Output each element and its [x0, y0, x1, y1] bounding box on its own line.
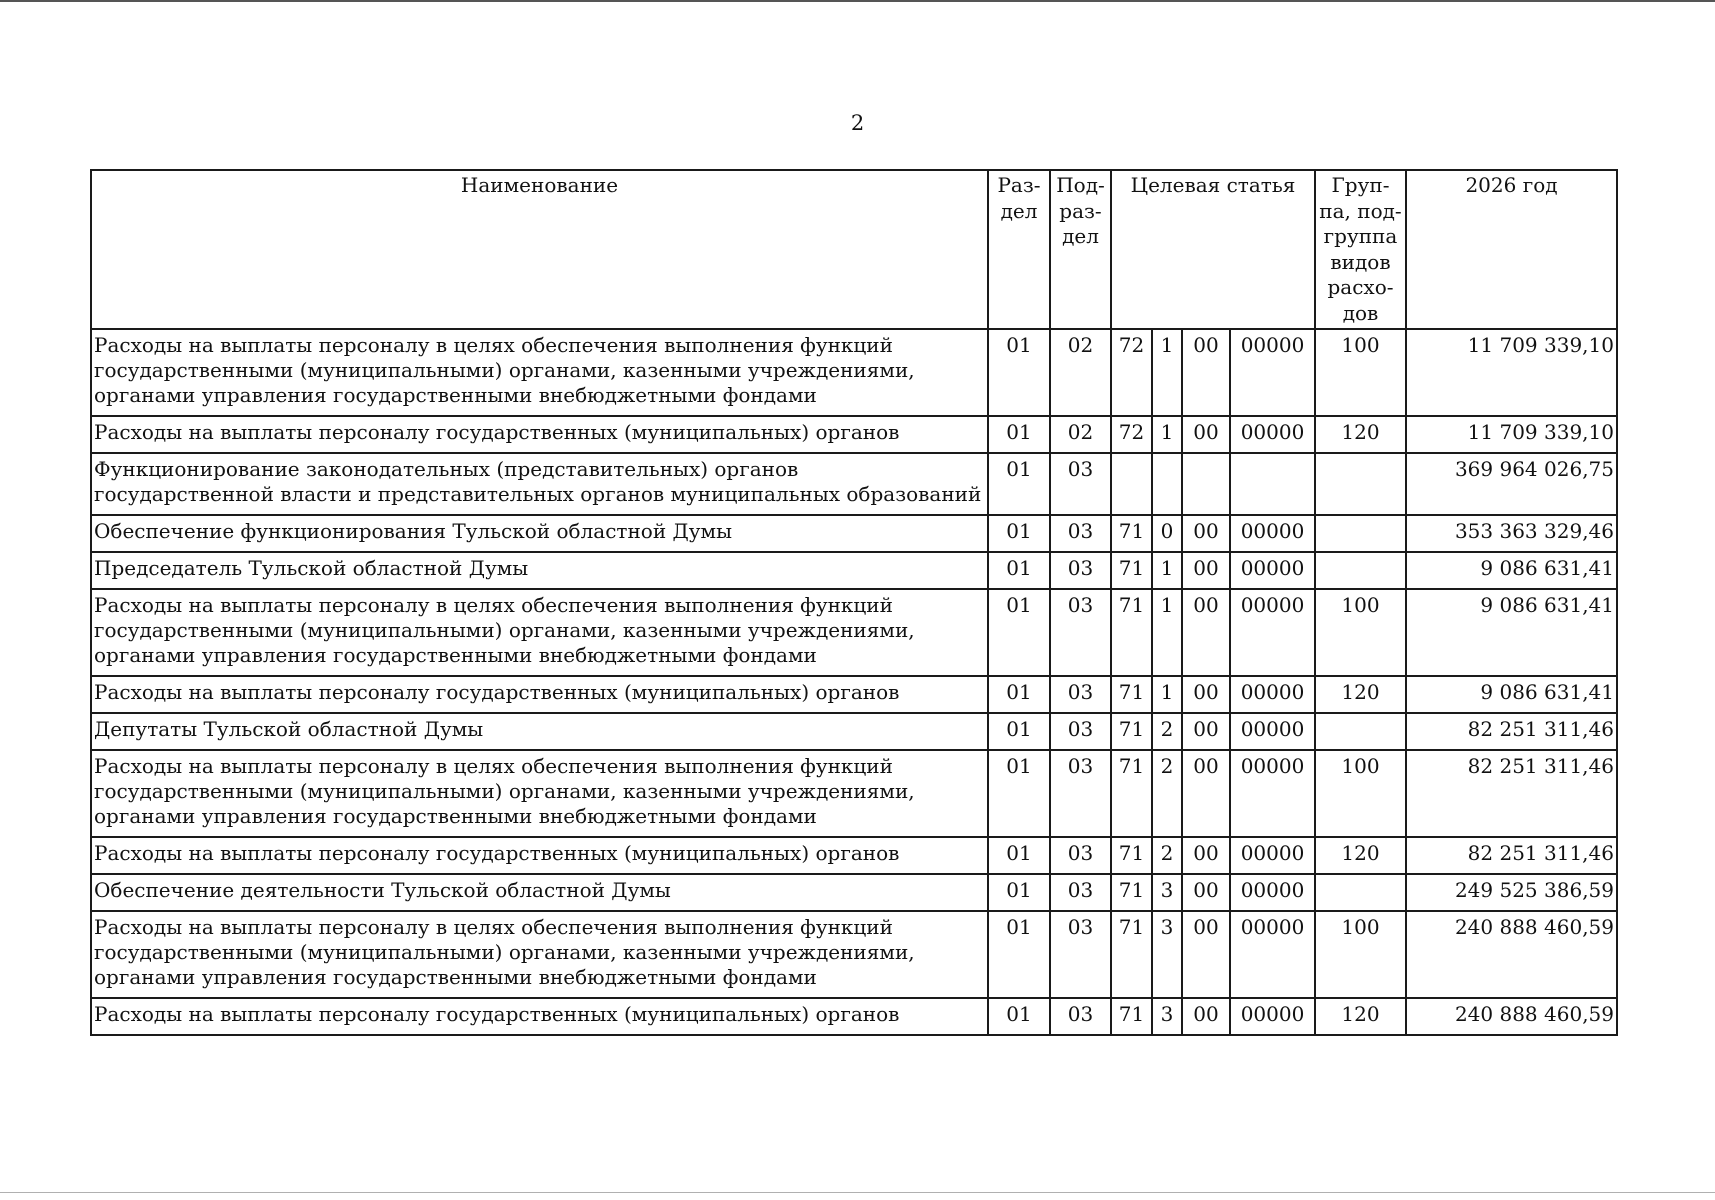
row-subsection: 03 [1050, 552, 1111, 589]
row-target-article-subprogram: 3 [1152, 998, 1182, 1035]
header-expense-group [1315, 170, 1406, 329]
header-subsection-line: дел [1062, 224, 1099, 248]
row-expense-group [1315, 515, 1406, 552]
row-target-article-subprogram [1152, 453, 1182, 515]
row-target-article-main-event: 00 [1182, 750, 1230, 837]
row-target-article-main-event: 00 [1182, 874, 1230, 911]
row-section: 01 [988, 453, 1050, 515]
table-row [91, 911, 1617, 998]
row-expense-group [1315, 552, 1406, 589]
header-name: Наименование [91, 170, 988, 329]
table-row [91, 416, 1617, 453]
row-target-article-subprogram: 1 [1152, 589, 1182, 676]
row-target-article-main-event: 00 [1182, 676, 1230, 713]
row-name: Расходы на выплаты персоналу государственных (муниципальных) органов [91, 837, 988, 874]
row-target-article-direction: 00000 [1230, 552, 1315, 589]
row-target-article-program: 71 [1111, 874, 1152, 911]
row-target-article-main-event: 00 [1182, 416, 1230, 453]
row-name: Расходы на выплаты персоналу в целях обеспечения выполнения функций государственными (муниципальными) органами, казенными учреждениями, органами управления государственными внебюджетными фондами [91, 750, 988, 837]
row-expense-group: 120 [1315, 837, 1406, 874]
row-amount: 240 888 460,59 [1406, 911, 1617, 998]
row-expense-group: 120 [1315, 416, 1406, 453]
table-row [91, 837, 1617, 874]
table-row [91, 676, 1617, 713]
header-subsection-line: Под- [1056, 173, 1105, 197]
row-target-article-direction [1230, 453, 1315, 515]
row-section: 01 [988, 911, 1050, 998]
row-section: 01 [988, 416, 1050, 453]
row-section: 01 [988, 589, 1050, 676]
row-amount: 353 363 329,46 [1406, 515, 1617, 552]
row-target-article-direction: 00000 [1230, 750, 1315, 837]
row-target-article-program: 71 [1111, 515, 1152, 552]
row-section: 01 [988, 837, 1050, 874]
row-target-article-direction: 00000 [1230, 416, 1315, 453]
row-target-article-direction: 00000 [1230, 515, 1315, 552]
header-expense-group-line: группа [1323, 224, 1398, 248]
row-amount: 249 525 386,59 [1406, 874, 1617, 911]
row-section: 01 [988, 998, 1050, 1035]
row-target-article-program: 71 [1111, 911, 1152, 998]
row-section: 01 [988, 552, 1050, 589]
row-target-article-program [1111, 453, 1152, 515]
row-name: Депутаты Тульской областной Думы [91, 713, 988, 750]
row-target-article-program: 71 [1111, 837, 1152, 874]
header-expense-group-line: видов [1330, 249, 1391, 274]
table-row [91, 453, 1617, 515]
row-expense-group: 100 [1315, 329, 1406, 416]
row-target-article-program: 71 [1111, 676, 1152, 713]
row-target-article-main-event: 00 [1182, 515, 1230, 552]
row-section: 01 [988, 874, 1050, 911]
page-number: 2 [850, 111, 865, 135]
table-body [91, 329, 1617, 1035]
row-amount: 82 251 311,46 [1406, 750, 1617, 837]
row-name: Расходы на выплаты персоналу в целях обеспечения выполнения функций государственными (муниципальными) органами, казенными учреждениями, органами управления государственными внебюджетными фондами [91, 911, 988, 998]
header-target-article: Целевая статья [1111, 170, 1315, 329]
row-target-article-subprogram: 0 [1152, 515, 1182, 552]
row-target-article-direction: 00000 [1230, 911, 1315, 998]
row-amount: 82 251 311,46 [1406, 837, 1617, 874]
row-target-article-subprogram: 2 [1152, 837, 1182, 874]
row-target-article-subprogram: 3 [1152, 874, 1182, 911]
row-section: 01 [988, 676, 1050, 713]
row-subsection: 03 [1050, 713, 1111, 750]
row-amount: 9 086 631,41 [1406, 676, 1617, 713]
header-year: 2026 год [1406, 170, 1617, 329]
scan-edge-bottom [0, 1192, 1715, 1193]
row-target-article-subprogram: 2 [1152, 750, 1182, 837]
row-amount: 82 251 311,46 [1406, 713, 1617, 750]
row-target-article-program: 71 [1111, 552, 1152, 589]
table-row [91, 874, 1617, 911]
row-subsection: 03 [1050, 750, 1111, 837]
row-target-article-program: 71 [1111, 750, 1152, 837]
header-section [988, 170, 1050, 329]
row-target-article-main-event: 00 [1182, 837, 1230, 874]
row-section: 01 [988, 750, 1050, 837]
header-expense-group-line: расхо- [1327, 275, 1394, 299]
row-target-article-direction: 00000 [1230, 589, 1315, 676]
row-target-article-direction: 00000 [1230, 713, 1315, 750]
row-target-article-direction: 00000 [1230, 329, 1315, 416]
row-target-article-main-event: 00 [1182, 552, 1230, 589]
row-expense-group [1315, 874, 1406, 911]
table-row [91, 713, 1617, 750]
table-row [91, 998, 1617, 1035]
row-amount: 11 709 339,10 [1406, 416, 1617, 453]
table-row [91, 329, 1617, 416]
table-header-row [91, 170, 1617, 329]
row-target-article-program: 71 [1111, 589, 1152, 676]
row-expense-group: 100 [1315, 589, 1406, 676]
row-target-article-subprogram: 1 [1152, 416, 1182, 453]
row-target-article-program: 72 [1111, 329, 1152, 416]
row-name: Расходы на выплаты персоналу в целях обеспечения выполнения функций государственными (муниципальными) органами, казенными учреждениями, органами управления государственными внебюджетными фондами [91, 329, 988, 416]
row-target-article-main-event: 00 [1182, 329, 1230, 416]
row-name: Обеспечение деятельности Тульской областной Думы [91, 874, 988, 911]
row-name: Расходы на выплаты персоналу государственных (муниципальных) органов [91, 998, 988, 1035]
row-target-article-direction: 00000 [1230, 676, 1315, 713]
row-name: Обеспечение функционирования Тульской областной Думы [91, 515, 988, 552]
row-target-article-subprogram: 3 [1152, 911, 1182, 998]
header-subsection-line: раз- [1059, 198, 1102, 223]
row-name: Расходы на выплаты персоналу в целях обеспечения выполнения функций государственными (муниципальными) органами, казенными учреждениями, органами управления государственными внебюджетными фондами [91, 589, 988, 676]
table-row [91, 589, 1617, 676]
row-amount: 11 709 339,10 [1406, 329, 1617, 416]
header-section-line: Раз- [997, 173, 1041, 197]
row-target-article-direction: 00000 [1230, 874, 1315, 911]
row-target-article-main-event: 00 [1182, 911, 1230, 998]
row-target-article-direction: 00000 [1230, 998, 1315, 1035]
row-target-article-main-event [1182, 453, 1230, 515]
budget-table [90, 169, 1618, 1036]
row-subsection: 03 [1050, 874, 1111, 911]
row-target-article-program: 72 [1111, 416, 1152, 453]
header-expense-group-line: дов [1342, 300, 1379, 325]
row-target-article-subprogram: 1 [1152, 676, 1182, 713]
row-target-article-program: 71 [1111, 713, 1152, 750]
row-name: Расходы на выплаты персоналу государственных (муниципальных) органов [91, 416, 988, 453]
row-subsection: 03 [1050, 676, 1111, 713]
row-name: Председатель Тульской областной Думы [91, 552, 988, 589]
row-target-article-subprogram: 2 [1152, 713, 1182, 750]
table-row [91, 750, 1617, 837]
header-expense-group-line: па, под- [1319, 198, 1402, 223]
row-target-article-program: 71 [1111, 998, 1152, 1035]
row-subsection: 03 [1050, 911, 1111, 998]
row-amount: 9 086 631,41 [1406, 552, 1617, 589]
row-expense-group [1315, 713, 1406, 750]
table-row [91, 552, 1617, 589]
row-expense-group [1315, 453, 1406, 515]
row-section: 01 [988, 713, 1050, 750]
row-amount: 9 086 631,41 [1406, 589, 1617, 676]
row-subsection: 03 [1050, 998, 1111, 1035]
row-expense-group: 100 [1315, 750, 1406, 837]
row-target-article-main-event: 00 [1182, 713, 1230, 750]
row-target-article-subprogram: 1 [1152, 552, 1182, 589]
header-expense-group-line: Груп- [1331, 173, 1390, 197]
row-subsection: 03 [1050, 837, 1111, 874]
row-expense-group: 120 [1315, 676, 1406, 713]
row-target-article-main-event: 00 [1182, 589, 1230, 676]
row-target-article-main-event: 00 [1182, 998, 1230, 1035]
row-section: 01 [988, 329, 1050, 416]
scan-edge-top [0, 0, 1715, 2]
row-subsection: 02 [1050, 329, 1111, 416]
table-row [91, 515, 1617, 552]
row-amount: 240 888 460,59 [1406, 998, 1617, 1035]
header-section-line: дел [1000, 198, 1038, 223]
row-expense-group: 120 [1315, 998, 1406, 1035]
row-expense-group: 100 [1315, 911, 1406, 998]
row-target-article-direction: 00000 [1230, 837, 1315, 874]
row-name: Расходы на выплаты персоналу государственных (муниципальных) органов [91, 676, 988, 713]
row-subsection: 03 [1050, 589, 1111, 676]
row-name: Функционирование законодательных (представительных) органов государственной власти и представительных органов муниципальных образований [91, 453, 988, 515]
row-subsection: 03 [1050, 515, 1111, 552]
row-subsection: 02 [1050, 416, 1111, 453]
row-amount: 369 964 026,75 [1406, 453, 1617, 515]
row-target-article-subprogram: 1 [1152, 329, 1182, 416]
row-section: 01 [988, 515, 1050, 552]
row-subsection: 03 [1050, 453, 1111, 515]
header-subsection [1050, 170, 1111, 329]
